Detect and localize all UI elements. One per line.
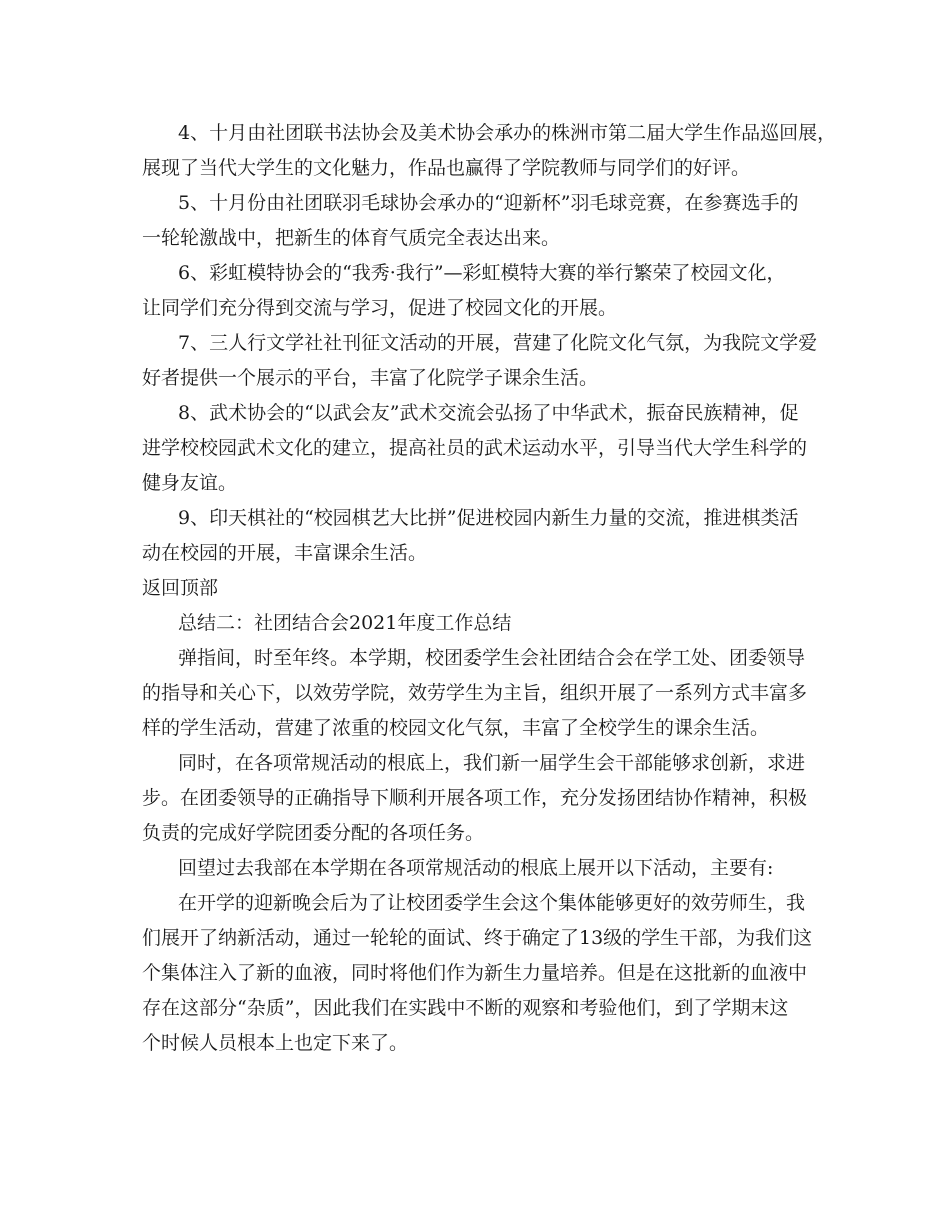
list-item — [142, 501, 822, 571]
text-line: 进学校校园武术文化的建立，提高社员的武术运动水平，引导当代大学生科学的 — [142, 437, 808, 459]
text-line: 好者提供一个展示的平台，丰富了化院学子课余生活。 — [142, 367, 599, 389]
text-line: 6、彩虹模特协会的“我秀·我行”—彩虹模特大赛的举行繁荣了校园文化， — [178, 262, 786, 284]
paragraph — [142, 641, 822, 746]
text-line: 动在校园的开展，丰富课余生活。 — [142, 542, 428, 564]
paragraph — [142, 886, 822, 1061]
text-line: 9、印天棋社的“校园棋艺大比拼”促进校园内新生力量的交流，推进棋类活 — [178, 507, 799, 529]
text-line: 的指导和关心下，以效劳学院，效劳学生为主旨，组织开展了一系列方式丰富多 — [142, 682, 808, 704]
text-line: 同时，在各项常规活动的根底上，我们新一届学生会干部能够求创新，求进 — [178, 752, 806, 774]
text-line: 8、武术协会的“以武会友”武术交流会弘扬了中华武术，振奋民族精神，促 — [178, 402, 799, 424]
text-line: 展现了当代大学生的文化魅力，作品也赢得了学院教师与同学们的好评。 — [142, 157, 751, 179]
back-to-top-label: 返回顶部 — [142, 577, 219, 599]
paragraph — [142, 746, 822, 851]
text-line: 7、三人行文学社社刊征文活动的开展，营建了化院文化气氛，为我院文学爱 — [178, 332, 818, 354]
list-item — [142, 326, 822, 396]
text-line: 存在这部分“杂质”，因此我们在实践中不断的观察和考验他们，到了学期末这 — [142, 997, 789, 1019]
section-title — [142, 606, 822, 641]
section-title-text: 总结二：社团结合会2021年度工作总结 — [178, 612, 512, 634]
text-line: 让同学们充分得到交流与学习，促进了校园文化的开展。 — [142, 297, 618, 319]
text-line: 5、十月份由社团联羽毛球协会承办的“迎新杯”羽毛球竞赛，在参赛选手的 — [178, 192, 799, 214]
text-line: 个集体注入了新的血液，同时将他们作为新生力量培养。但是在这批新的血液中 — [142, 962, 808, 984]
back-to-top-link[interactable] — [142, 571, 822, 606]
text-line: 个时候人员根本上也定下来了。 — [142, 1032, 409, 1054]
text-line: 样的学生活动，营建了浓重的校园文化气氛，丰富了全校学生的课余生活。 — [142, 717, 770, 739]
paragraph — [142, 851, 822, 886]
text-line: 在开学的迎新晚会后为了让校团委学生会这个集体能够更好的效劳师生，我 — [178, 892, 806, 914]
text-line: 步。在团委领导的正确指导下顺利开展各项工作，充分发扬团结协作精神，积极 — [142, 787, 808, 809]
list-item — [142, 186, 822, 256]
list-item — [142, 396, 822, 501]
text-line: 负责的完成好学院团委分配的各项任务。 — [142, 822, 485, 844]
document-body — [142, 116, 837, 1061]
text-line: 健身友谊。 — [142, 472, 238, 494]
list-item — [142, 116, 837, 186]
list-item — [142, 256, 822, 326]
text-line: 一轮轮激战中，把新生的体育气质完全表达出来。 — [142, 227, 561, 249]
text-line: 们展开了纳新活动，通过一轮轮的面试、终于确定了13级的学生干部，为我们这 — [142, 927, 813, 949]
text-line: 弹指间，时至年终。本学期，校团委学生会社团结合会在学工处、团委领导 — [178, 647, 806, 669]
text-line: 4、十月由社团联书法协会及美术协会承办的株洲市第二届大学生作品巡回展， — [178, 122, 837, 144]
text-line: 回望过去我部在本学期在各项常规活动的根底上展开以下活动，主要有: — [178, 857, 774, 879]
